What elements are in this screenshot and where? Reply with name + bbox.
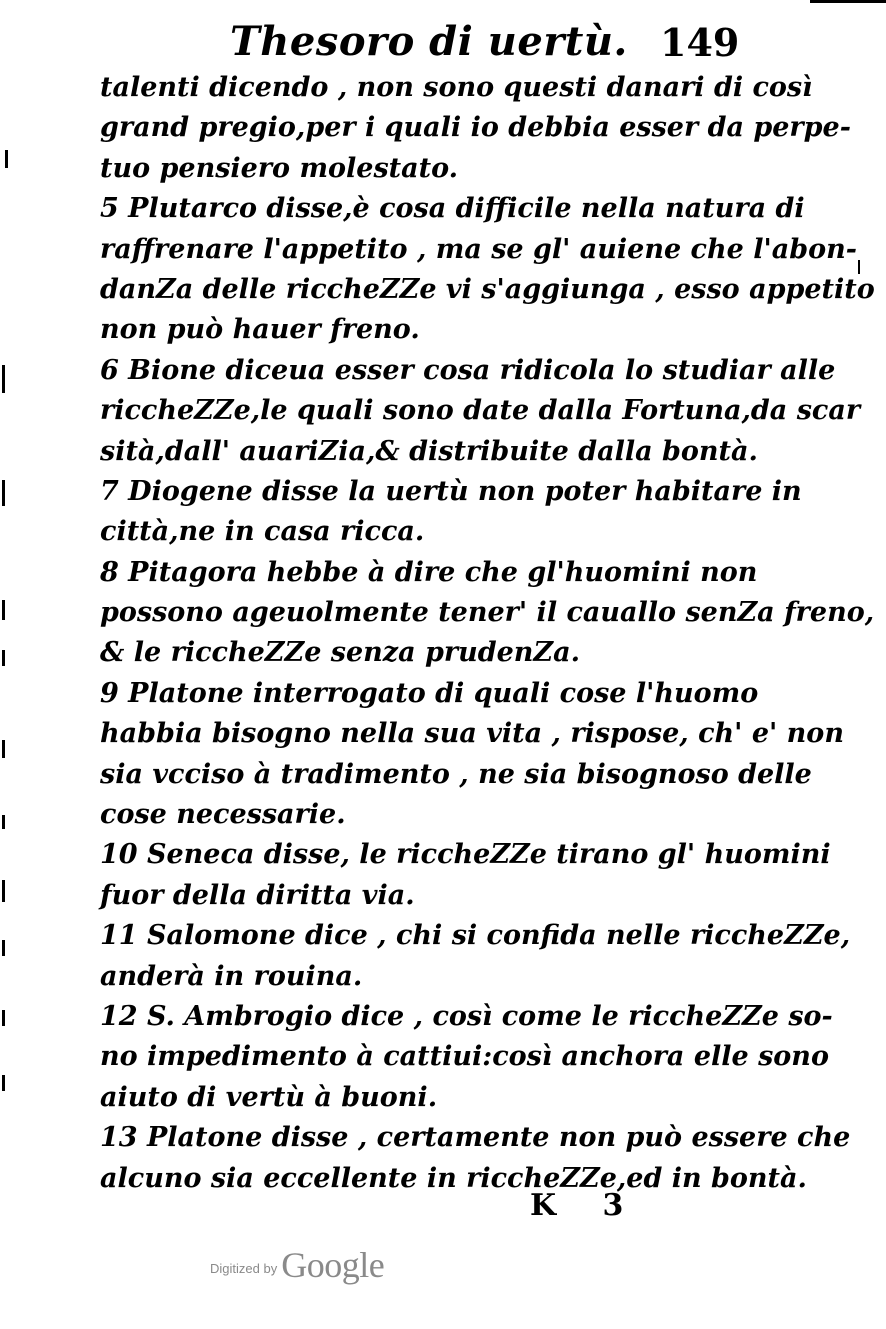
text-line: alcuno sia eccellente in riccheZZe,ed in bontà. <box>100 1162 807 1194</box>
watermark-prefix: Digitized by <box>210 1261 278 1276</box>
text-line: 10 Seneca disse, le riccheZZe tirano gl' huomini <box>100 839 831 871</box>
text-line: fuor della diritta via. <box>100 879 415 911</box>
scan-edge-mark <box>2 480 5 506</box>
text-line: 8 Pitagora hebbe à dire che gl'huomini non <box>100 556 758 588</box>
page-number: 149 <box>660 20 740 65</box>
text-line: 9 Platone interrogato di quali cose l'huomo <box>100 677 759 709</box>
digitized-watermark <box>210 1244 384 1286</box>
google-logo: Google <box>281 1245 385 1285</box>
text-line: danZa delle riccheZZe vi s'aggiunga , esso appetito <box>100 273 875 305</box>
scan-edge-mark <box>2 1075 5 1091</box>
text-line: raffrenare l'appetito , ma se gl' auiene che l'abon- <box>100 233 857 265</box>
text-line: talenti dicendo , non sono questi danari di così <box>100 72 813 103</box>
text-line: sità,dall' auariZia,& distribuite dalla bontà. <box>100 435 758 467</box>
text-line: non può hauer freno. <box>100 314 420 346</box>
scan-edge-mark <box>5 150 8 168</box>
text-line: aiuto di vertù à buoni. <box>100 1081 438 1113</box>
text-line: 5 Plutarco disse,è cosa difficile nella natura di <box>100 193 805 225</box>
scan-edge-mark <box>2 940 5 956</box>
signature-mark: K 3 <box>530 1188 642 1223</box>
text-line: tuo pensiero molestato. <box>100 152 459 184</box>
text-line: sia vcciso à tradimento , ne sia bisognoso delle <box>100 758 812 790</box>
text-line: 12 S. Ambrogio dice , così come le riccheZZe so- <box>100 1000 833 1032</box>
text-line: anderà in rouina. <box>100 960 363 992</box>
scan-edge-mark <box>2 365 5 393</box>
text-line: 13 Platone disse , certamente non può essere che <box>100 1122 851 1154</box>
body-text <box>100 68 875 1199</box>
text-line: habbia bisogno nella sua vita , rispose, ch' e' non <box>100 718 844 750</box>
text-line: no impedimento à cattiui:così anchora elle sono <box>100 1041 829 1073</box>
text-line: 7 Diogene disse la uertù non poter habitare in <box>100 475 802 507</box>
text-line: riccheZZe,le quali sono date dalla Fortuna,da scar <box>100 395 861 427</box>
text-line: possono ageuolmente tener' il cauallo senZa freno, <box>100 597 875 629</box>
scan-edge-mark <box>2 815 5 829</box>
text-line: città,ne in casa ricca. <box>100 516 425 548</box>
text-line: 6 Bione diceua esser cosa ridicola lo studiar alle <box>100 354 836 386</box>
scan-edge-mark <box>810 0 886 3</box>
text-line: & le riccheZZe senza prudenZa. <box>100 637 581 669</box>
text-line: cose necessarie. <box>100 799 346 831</box>
scan-edge-mark <box>2 650 5 666</box>
scan-edge-mark <box>2 880 5 902</box>
text-line: 11 Salomone dice , chi si confida nelle riccheZZe, <box>100 920 851 952</box>
running-head: Thesoro di uertù. <box>230 18 628 65</box>
scan-edge-mark <box>2 1010 5 1026</box>
text-line: grand pregio,per i quali io debbia esser da perpe- <box>100 112 851 144</box>
scan-edge-mark <box>858 260 860 274</box>
scan-edge-mark <box>2 740 5 758</box>
scan-edge-mark <box>2 600 5 620</box>
